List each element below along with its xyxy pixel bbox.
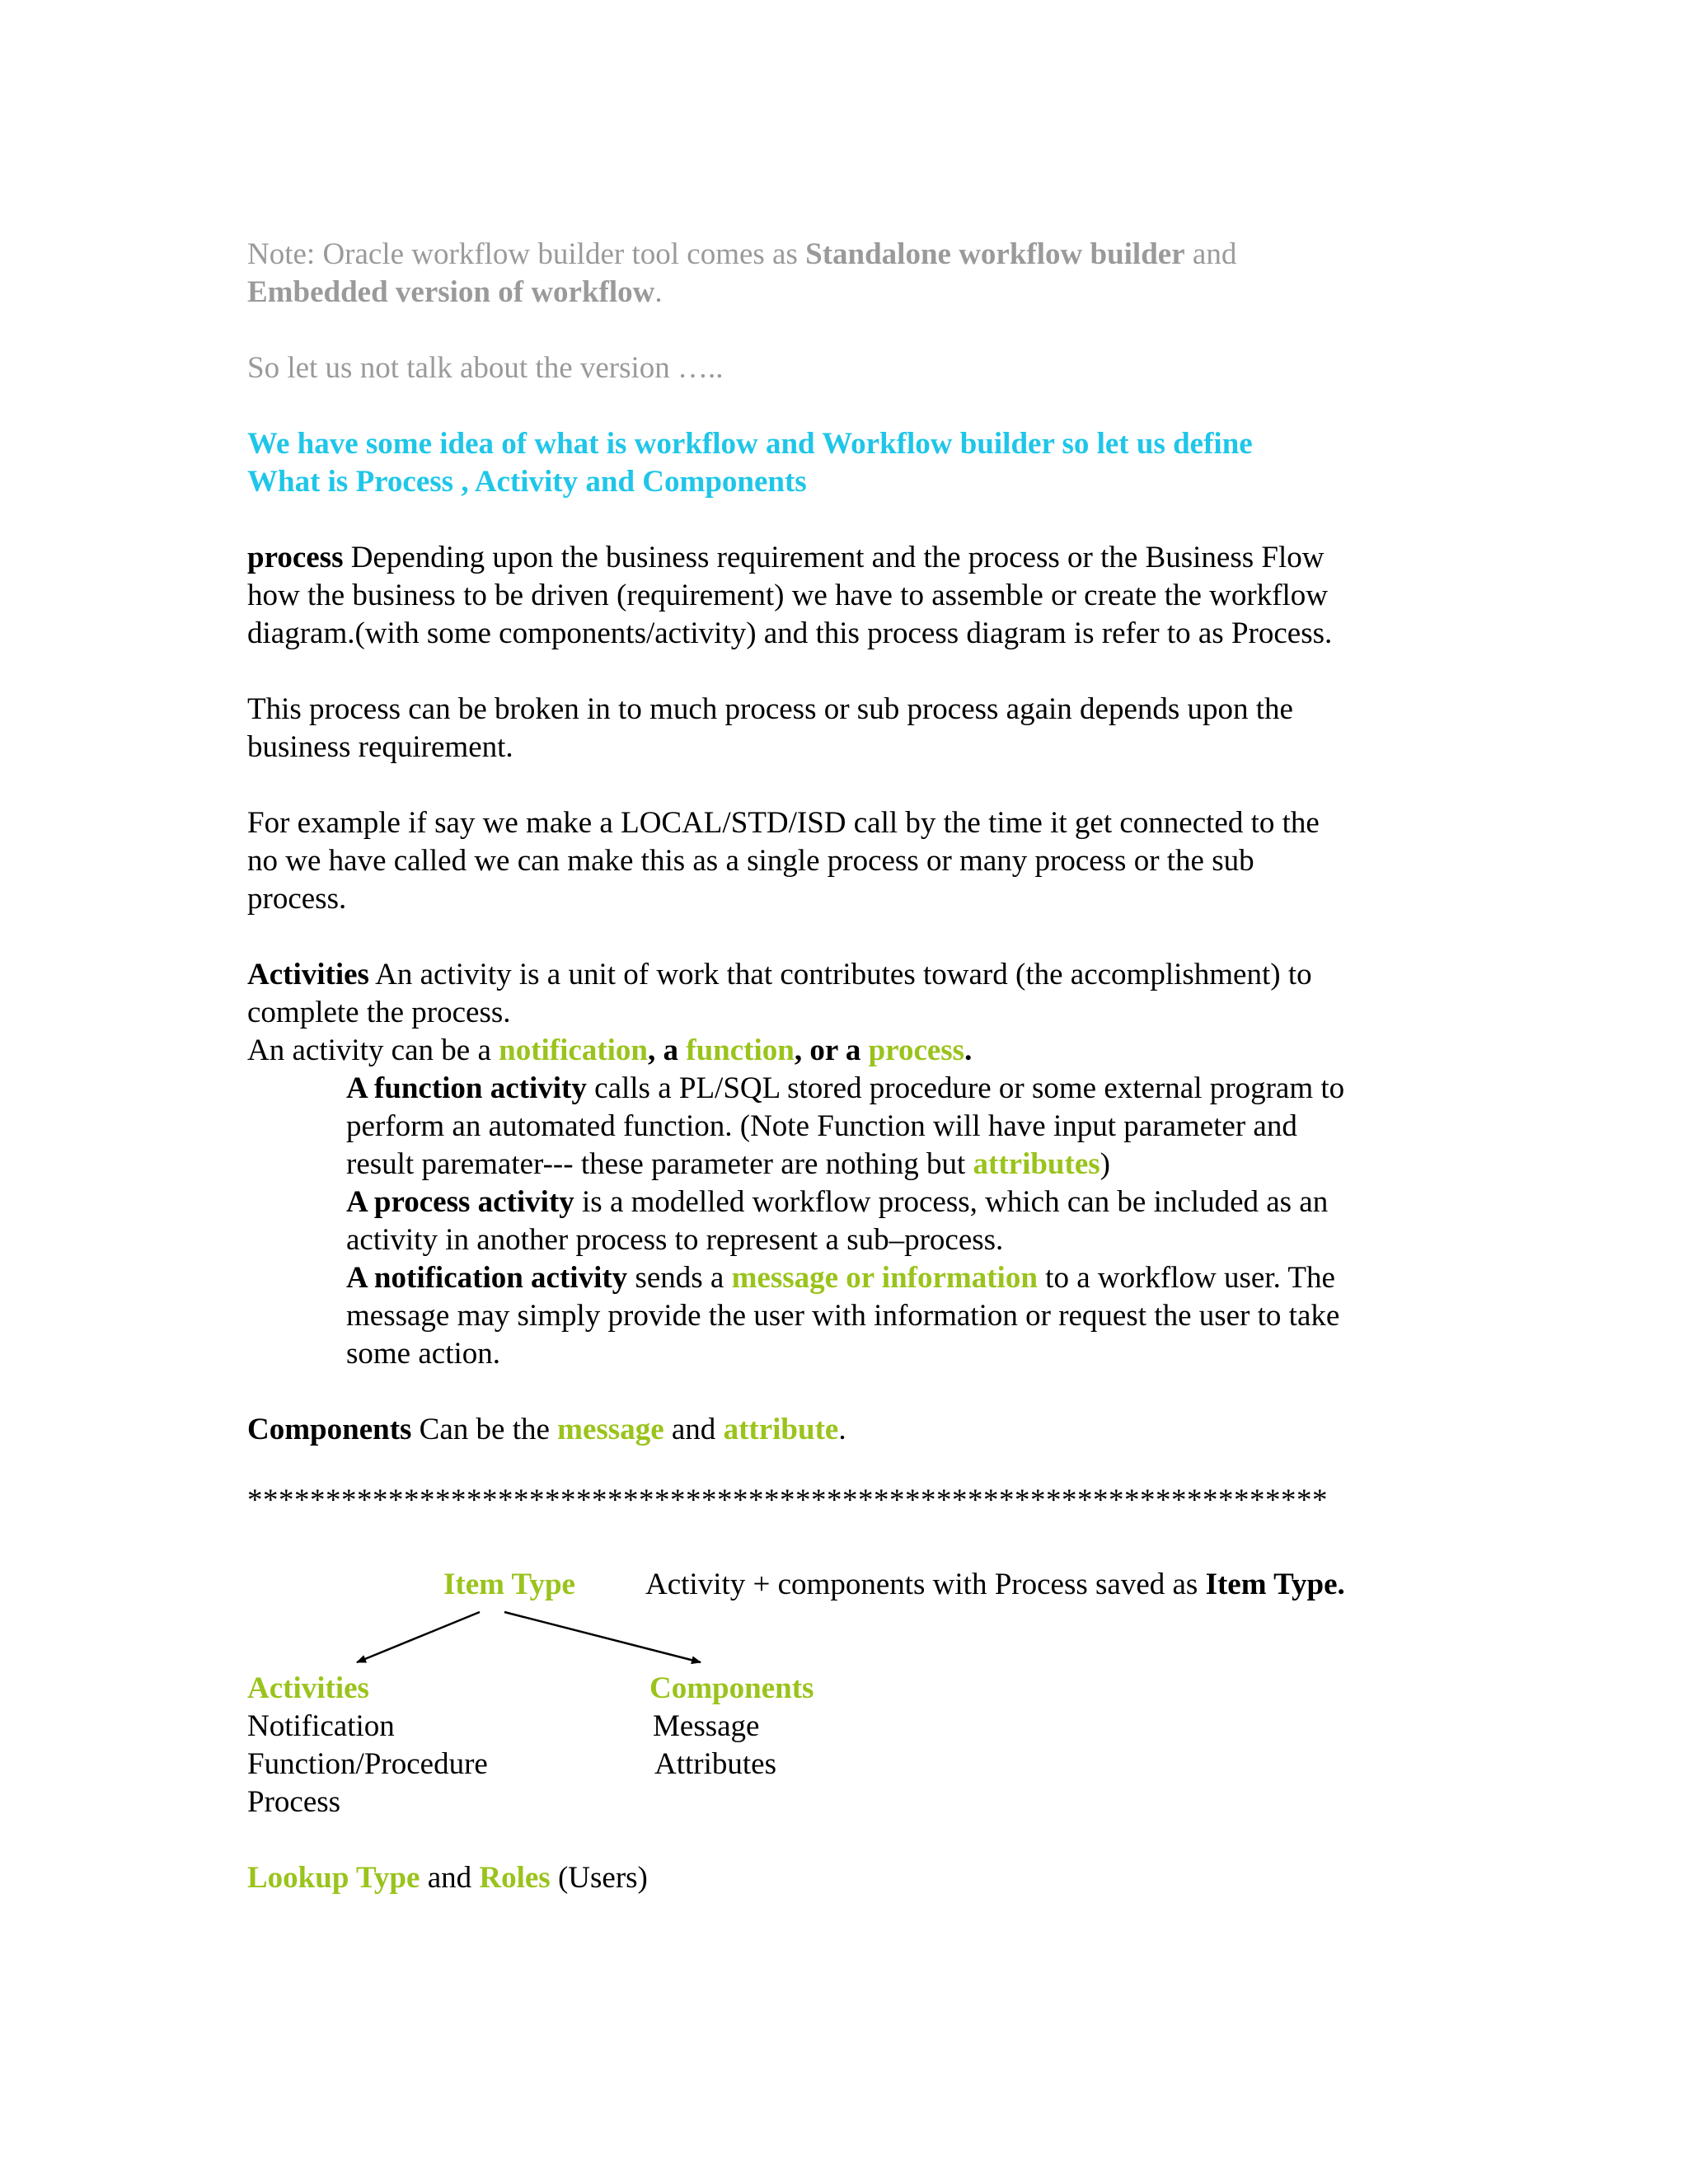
breakdown-para-line-2: business requirement.	[247, 730, 513, 764]
example-para-line-2: no we have called we can make this as a single process or many process or the sub	[247, 844, 1254, 878]
paragraph-text: .	[964, 1033, 973, 1067]
version-line: So let us not talk about the version …..	[247, 351, 724, 385]
paragraph-text: result paremater--- these parameter are nothing but	[346, 1147, 973, 1181]
components-item: Attributes	[654, 1747, 776, 1781]
activities-item: Notification	[247, 1709, 395, 1743]
paragraph-text: An activity can be a	[247, 1033, 499, 1067]
standalone-builder-term: Standalone workflow builder	[805, 237, 1185, 271]
message-term: message	[557, 1413, 664, 1446]
components-item: Message	[653, 1709, 760, 1743]
paragraph-text: , or a	[794, 1033, 869, 1067]
separator-line: *********************************************************************	[247, 1483, 1328, 1517]
paragraph-text: is a modelled workflow process, which can be included as an	[574, 1185, 1329, 1219]
section-heading-line-1: We have some idea of what is workflow and Workflow builder so let us define	[247, 427, 1253, 461]
example-para-line-1: For example if say we make a LOCAL/STD/ISD call by the time it get connected to the	[247, 806, 1320, 840]
paragraph-text: , a	[648, 1033, 687, 1067]
paragraph-text: Depending upon the business requirement and the process or the Business Flow	[343, 541, 1325, 574]
note-text: and	[1184, 237, 1237, 271]
components-term: Components	[247, 1413, 412, 1446]
paragraph-text: and	[663, 1413, 724, 1446]
lookup-type-term: Lookup Type	[247, 1861, 420, 1895]
activities-para-line-2: complete the process.	[247, 996, 511, 1029]
notification-activity-term: A notification activity	[346, 1261, 628, 1295]
function-term: function	[686, 1033, 795, 1067]
section-heading-line-2: What is Process , Activity and Components	[247, 465, 807, 499]
lookup-roles-line	[247, 1859, 648, 1897]
item-type-label: Item Type	[443, 1568, 575, 1601]
paragraph-text: Can be the	[411, 1413, 558, 1446]
process-term-green: process	[868, 1033, 965, 1067]
process-activity-line-2: activity in another process to represent a sub–process.	[346, 1223, 1004, 1257]
paragraph-text: An activity is a unit of work that contributes toward (the accomplishment) to	[368, 958, 1312, 991]
note-text: Note: Oracle workflow builder tool comes as	[247, 237, 806, 271]
paragraph-text: sends a	[627, 1261, 732, 1295]
item-type-term: Item Type.	[1205, 1568, 1345, 1601]
paragraph-text: and	[420, 1861, 480, 1895]
example-para-line-3: process.	[247, 882, 347, 916]
breakdown-para-line-1: This process can be broken in to much process or sub process again depends upon the	[247, 692, 1293, 726]
function-activity-line-2: perform an automated function. (Note Function will have input parameter and	[346, 1109, 1297, 1143]
process-activity-term: A process activity	[346, 1185, 574, 1219]
activities-item: Function/Procedure	[247, 1747, 488, 1781]
roles-term: Roles	[479, 1861, 551, 1895]
process-para-line-3: diagram.(with some components/activity) and this process diagram is refer to as Process.	[247, 616, 1333, 650]
notification-activity-line-3: some action.	[346, 1337, 501, 1371]
activities-item: Process	[247, 1785, 341, 1819]
paragraph-text: )	[1100, 1147, 1110, 1181]
arrow-to-activities	[357, 1612, 480, 1662]
paragraph-text: to a workflow user. The	[1037, 1261, 1335, 1295]
function-activity-term: A function activity	[346, 1071, 587, 1105]
embedded-version-term: Embedded version of workflow	[247, 275, 655, 309]
paragraph-text: (Users)	[550, 1861, 648, 1895]
activities-term: Activities	[247, 958, 369, 991]
process-term: process	[247, 541, 344, 574]
message-info-term: message or information	[731, 1261, 1038, 1295]
paragraph-text: Activity + components with Process saved as	[645, 1568, 1206, 1601]
notification-activity-line-2: message may simply provide the user with information or request the user to take	[346, 1299, 1340, 1333]
components-column-heading: Components	[649, 1671, 814, 1705]
paragraph-text: calls a PL/SQL stored procedure or some external program to	[586, 1071, 1345, 1105]
paragraph-text: .	[838, 1413, 846, 1446]
arrow-to-components	[504, 1612, 701, 1662]
note-text: .	[654, 275, 663, 309]
notification-term: notification	[499, 1033, 649, 1067]
process-para-line-2: how the business to be driven (requirement) we have to assemble or create the workflow	[247, 579, 1329, 612]
attribute-term: attribute	[723, 1413, 839, 1446]
activities-column-heading: Activities	[247, 1671, 369, 1705]
attributes-term: attributes	[973, 1147, 1100, 1181]
